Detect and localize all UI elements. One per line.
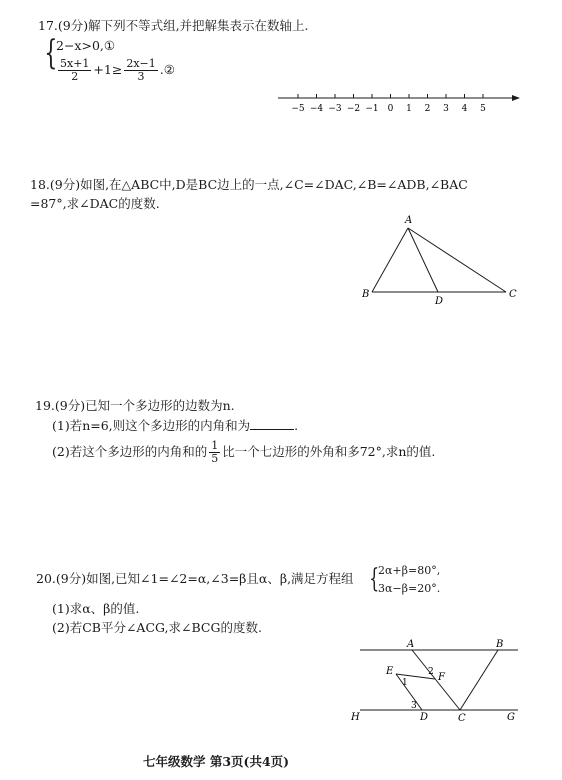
- q20-equation-2: 3α−β=20°.: [378, 582, 441, 595]
- number-line-tick-label: 1: [406, 104, 412, 114]
- label-a: A: [405, 215, 413, 226]
- label-a: A: [407, 639, 415, 650]
- q19-header: 19.(9分)已知一个多边形的边数为n.: [35, 398, 235, 413]
- label-c: C: [509, 289, 517, 300]
- q20-equation-1: 2α+β=80°,: [378, 564, 441, 577]
- q19-part-1: (1)若n=6,则这个多边形的内角和为 .: [52, 418, 299, 433]
- q17-fraction-right: $\frac{2x-1}{3}$: [126, 57, 156, 83]
- q19-fraction: $\frac{1}{5}$: [211, 439, 219, 465]
- q19-part-2: (2)若这个多边形的内角和的 $\frac{1}{5}$ 比一个七边形的外角和多72°,求n的值.: [52, 439, 436, 465]
- number-line-tick-label: 4: [461, 104, 468, 114]
- segment-ed: [396, 674, 422, 710]
- label-c: C: [458, 713, 466, 724]
- q20-parallel-lines-figure: [346, 636, 526, 728]
- label-b: B: [496, 639, 504, 650]
- label-h: H: [351, 712, 360, 723]
- q17-fraction-left: $\frac{5x+1}{2}$: [60, 57, 90, 83]
- number-line-tick-label: −1: [365, 104, 379, 114]
- label-g: G: [507, 712, 515, 723]
- number-line-tick-label: −5: [291, 104, 305, 114]
- q17-brace: {: [44, 33, 58, 73]
- label-e: E: [386, 666, 394, 677]
- label-d: D: [435, 296, 444, 307]
- q18-triangle-figure: [358, 212, 528, 312]
- q20-header: 20.(9分)如图,已知∠1=∠2=α,∠3=β且α、β,满足方程组: [36, 571, 354, 586]
- q20-part-2: (2)若CB平分∠ACG,求∠BCG的度数.: [52, 620, 262, 635]
- number-line-tick-label: −3: [328, 104, 342, 114]
- number-line-tick-label: 2: [424, 104, 431, 114]
- label-f: F: [438, 672, 445, 683]
- segment-ab: [372, 228, 408, 292]
- angle-label-2: 2: [428, 667, 434, 677]
- number-line-tick-label: 5: [480, 104, 486, 114]
- angle-label-1: 1: [402, 678, 408, 688]
- number-line-tick-label: −4: [309, 104, 324, 114]
- q20-part-1: (1)求α、β的值.: [52, 601, 140, 616]
- q17-inequality-2: $\frac{5x+1}{2}$ +1≥ $\frac{2x-1}{3}$ .②: [60, 57, 175, 83]
- number-line-tick-label: −2: [346, 104, 361, 114]
- number-line-tick-label: 0: [387, 104, 394, 114]
- segment-ac: [412, 650, 460, 710]
- page-footer: 七年级数学 第3页(共4页): [143, 754, 290, 769]
- angle-label-3: 3: [411, 701, 417, 711]
- q20-brace: {: [369, 564, 380, 594]
- q17-inequality-1: 2−x>0,①: [56, 38, 116, 53]
- label-d: D: [420, 712, 429, 723]
- q18-line-1: 18.(9分)如图,在△ABC中,D是BC边上的一点,∠C=∠DAC,∠B=∠ADB,∠BAC: [30, 177, 468, 192]
- number-line-arrow-icon: [512, 95, 520, 101]
- number-line-tick-label: 3: [443, 104, 449, 114]
- segment-bc: [460, 650, 498, 710]
- answer-blank[interactable]: [250, 418, 294, 430]
- q18-line-2: =87°,求∠DAC的度数.: [30, 196, 160, 211]
- label-b: B: [362, 289, 370, 300]
- q17-header: 17.(9分)解下列不等式组,并把解集表示在数轴上.: [38, 18, 309, 33]
- q17-number-line: [270, 88, 526, 118]
